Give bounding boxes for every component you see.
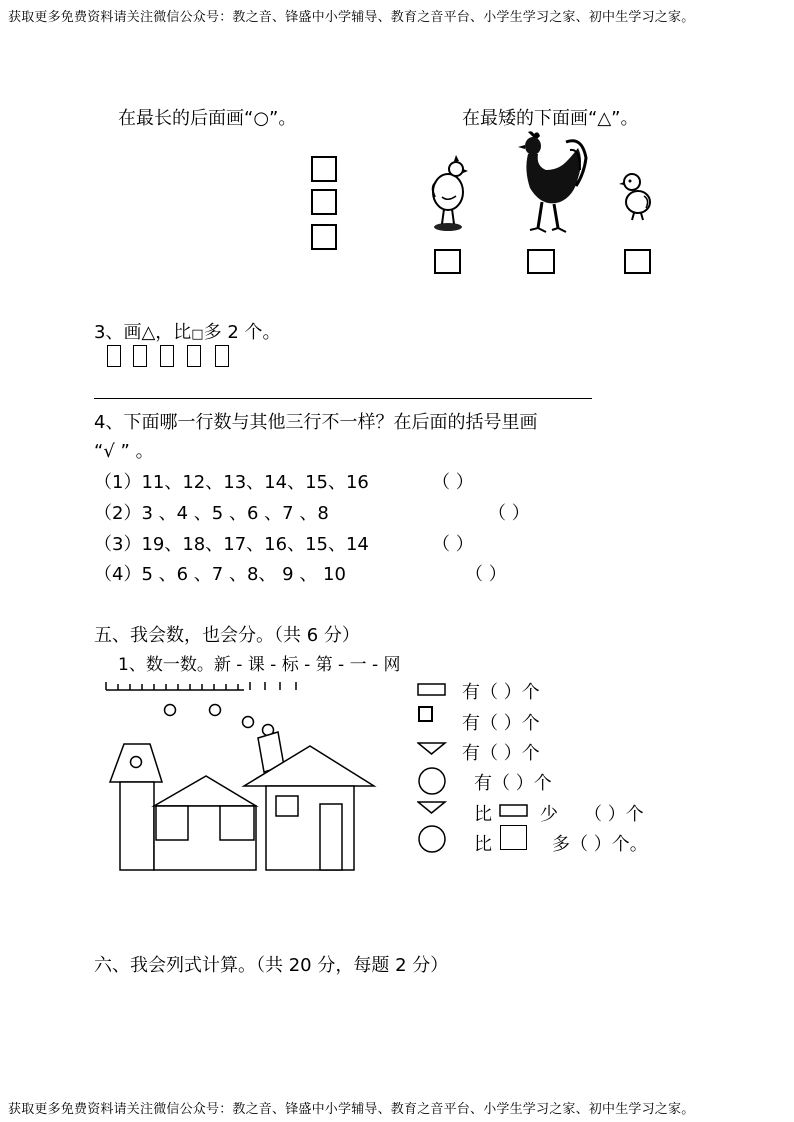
q3-prefix: 3、画△，比 — [94, 322, 192, 343]
circle-compare-icon — [417, 824, 447, 854]
section5-subtitle: 1、数一数。新 - 课 - 标 - 第 - 一 - 网 — [118, 655, 401, 675]
q4-row-label: （1）11、12、13、14、15、16 — [94, 472, 369, 493]
banner-top: 获取更多免费资料请关注微信公众号：教之音、锋盛中小学辅导、教育之音平台、小学生学习之家、初中生学习之家。 — [8, 10, 695, 25]
q3-square-2 — [133, 345, 147, 367]
q4-line1: 4、下面哪一行数与其他三行不一样？在后面的括号里画 — [94, 412, 538, 433]
answer-box-1[interactable] — [311, 156, 337, 182]
q4-row-2-paren[interactable]: （ ） — [488, 503, 530, 524]
section5-title: 五、我会数，也会分。（共 6 分） — [94, 625, 360, 646]
q4-line2: “√ ” 。 — [94, 441, 154, 462]
q4-row-4 — [94, 560, 346, 586]
answer-box-2[interactable] — [311, 189, 337, 215]
section6-title: 六、我会列式计算。（共 20 分，每题 2 分） — [94, 955, 449, 976]
q4-row-label: （3）19、18、17、16、15、14 — [94, 534, 369, 555]
q3-square-3 — [160, 345, 174, 367]
compare1-fewer: 少 — [540, 804, 558, 825]
square-compare-icon — [500, 825, 527, 850]
q3-answer-line[interactable] — [94, 398, 592, 399]
chick-icon — [618, 170, 654, 222]
triangle-compare-icon — [417, 800, 447, 816]
q3-square-1 — [107, 345, 121, 367]
q4-row-1 — [94, 468, 369, 494]
rooster-answer-box[interactable] — [527, 249, 555, 274]
banner-bottom: 获取更多免费资料请关注微信公众号：教之音、锋盛中小学辅导、教育之音平台、小学生学习之家、初中生学习之家。 — [8, 1102, 695, 1117]
triangle-shape-icon — [417, 741, 447, 757]
q3-square-symbol: □ — [191, 327, 204, 342]
hen-icon — [426, 152, 474, 232]
compare2-more[interactable]: 多（ ）个。 — [552, 834, 648, 855]
q4-row-2 — [94, 499, 329, 525]
question-longest: 在最长的后面画“○”。 — [118, 108, 297, 129]
circle-shape-icon — [417, 766, 447, 796]
count-triangle[interactable]: 有（ ）个 — [462, 743, 540, 764]
answer-box-3[interactable] — [311, 224, 337, 250]
q4-row-1-paren[interactable]: （ ） — [432, 472, 474, 493]
q3-square-4 — [187, 345, 201, 367]
rooster-icon — [516, 130, 588, 238]
q4-row-label: （4）5 、6 、7 、8、 9 、 10 — [94, 564, 346, 585]
count-square[interactable]: 有（ ）个 — [462, 713, 540, 734]
compare2-than: 比 — [474, 834, 492, 855]
compare1-answer[interactable]: （ ）个 — [584, 804, 644, 825]
question-shortest: 在最矮的下面画“△”。 — [462, 108, 639, 129]
q3-text — [94, 318, 281, 344]
q4-row-label: （2）3 、4 、5 、6 、7 、8 — [94, 503, 329, 524]
compare1-than: 比 — [474, 804, 492, 825]
rectangle-shape-icon — [417, 683, 447, 697]
count-rectangle[interactable]: 有（ ）个 — [462, 682, 540, 703]
hen-answer-box[interactable] — [434, 249, 461, 274]
q3-square-5 — [215, 345, 229, 367]
q4-row-3 — [94, 530, 369, 556]
rectangle-compare-icon — [499, 804, 529, 818]
square-shape-icon — [417, 705, 435, 725]
q4-row-3-paren[interactable]: （ ） — [432, 534, 474, 555]
q4-row-4-paren[interactable]: （ ） — [465, 564, 507, 585]
q3-suffix: 多 2 个。 — [203, 322, 281, 343]
chick-answer-box[interactable] — [624, 249, 651, 274]
house-drawing — [100, 676, 385, 876]
count-circle[interactable]: 有（ ）个 — [474, 773, 552, 794]
